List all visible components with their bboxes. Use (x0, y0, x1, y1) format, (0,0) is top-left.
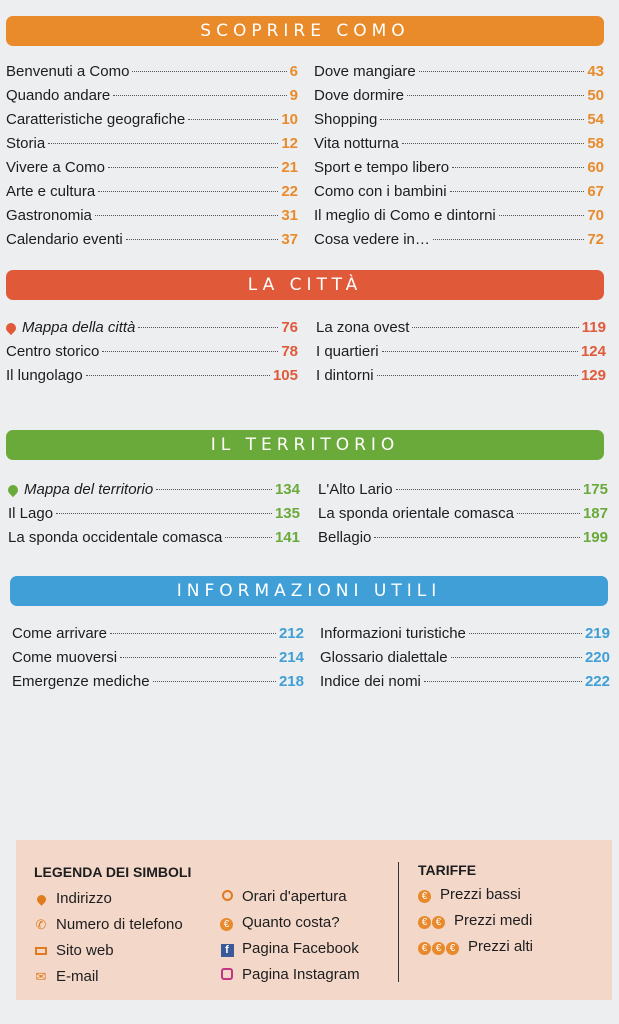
toc-entry[interactable]: Benvenuti a Como 6 (6, 63, 298, 80)
clock-icon (220, 890, 234, 904)
legend-address: Indirizzo (34, 890, 112, 907)
toc-entry[interactable]: Il lungolago 105 (6, 367, 298, 384)
legend-website: Sito web (34, 942, 114, 959)
tariffe-medium: € € Prezzi medi (418, 912, 532, 929)
section-banner-citta: LA CITTÀ (6, 270, 604, 300)
envelope-icon: ✉ (35, 968, 47, 984)
euro-icon: € (418, 886, 432, 903)
section-banner-informazioni: INFORMAZIONI UTILI (10, 576, 608, 606)
toc-right-column (320, 622, 610, 694)
toc-entry[interactable]: I quartieri 124 (316, 343, 606, 360)
toc-left-column (6, 316, 298, 388)
section-banner-scoprire: SCOPRIRE COMO (6, 16, 604, 46)
toc-entry[interactable]: La sponda occidentale comasca 141 (8, 529, 300, 546)
toc-entry[interactable]: Como con i bambini 67 (314, 183, 604, 200)
toc-entry[interactable]: Bellagio 199 (318, 529, 608, 546)
toc-entry[interactable]: Dove dormire 50 (314, 87, 604, 104)
instagram-icon (220, 968, 234, 982)
section-banner-territorio: IL TERRITORIO (6, 430, 604, 460)
toc-right-column (314, 60, 604, 252)
legend-divider (398, 862, 399, 982)
toc-entry[interactable]: Il meglio di Como e dintorni 70 (314, 207, 604, 224)
toc-entry[interactable]: Vivere a Como 21 (6, 159, 298, 176)
euro-icon: € € € (418, 938, 460, 955)
toc-entry[interactable]: La zona ovest 119 (316, 319, 606, 336)
toc-entry[interactable]: Cosa vedere in… 72 (314, 231, 604, 248)
toc-entry[interactable]: Come muoversi 214 (12, 649, 304, 666)
toc-entry[interactable]: Mappa della città 76 (6, 316, 298, 340)
toc-entry[interactable]: Storia 12 (6, 135, 298, 152)
tariffe-low: € Prezzi bassi (418, 886, 521, 903)
toc-entry[interactable]: La sponda orientale comasca 187 (318, 505, 608, 522)
phone-icon: ✆ (35, 916, 47, 932)
legend-title: LEGENDA DEI SIMBOLI (34, 864, 192, 880)
toc-entry[interactable]: Glossario dialettale 220 (320, 649, 610, 666)
toc-entry[interactable]: L'Alto Lario 175 (318, 481, 608, 498)
toc-section-territorio (0, 478, 619, 558)
toc-right-column (318, 478, 608, 550)
toc-entry[interactable]: Il Lago 135 (8, 505, 300, 522)
toc-section-citta (0, 316, 619, 396)
legend-instagram: Pagina Instagram (220, 966, 360, 983)
euro-icon: € (220, 916, 234, 930)
legend-cost: € Quanto costa? (220, 914, 340, 931)
toc-entry[interactable]: Sport e tempo libero 60 (314, 159, 604, 176)
facebook-icon: f (220, 942, 234, 956)
tariffe-high: € € € Prezzi alti (418, 938, 533, 955)
toc-entry[interactable]: Informazioni turistiche 219 (320, 625, 610, 642)
toc-entry[interactable]: Dove mangiare 43 (314, 63, 604, 80)
toc-entry[interactable]: Shopping 54 (314, 111, 604, 128)
map-pin-icon (6, 483, 20, 497)
toc-entry[interactable]: Vita notturna 58 (314, 135, 604, 152)
legend-phone: ✆ Numero di telefono (35, 916, 183, 933)
map-pin-icon (34, 892, 48, 906)
toc-entry[interactable]: Arte e cultura 22 (6, 183, 298, 200)
computer-icon (34, 944, 48, 958)
toc-left-column (6, 60, 298, 252)
toc-entry[interactable]: Quando andare 9 (6, 87, 298, 104)
toc-entry[interactable]: Indice dei nomi 222 (320, 673, 610, 690)
toc-entry[interactable]: Mappa del territorio 134 (8, 478, 300, 502)
legend-facebook: f Pagina Facebook (220, 940, 359, 957)
toc-entry[interactable]: Caratteristiche geografiche 10 (6, 111, 298, 128)
map-pin-icon (4, 321, 18, 335)
toc-entry[interactable]: Gastronomia 31 (6, 207, 298, 224)
legend-hours: Orari d'apertura (220, 888, 347, 905)
toc-section-informazioni (0, 622, 619, 702)
legend-email: ✉ E-mail (35, 968, 99, 985)
toc-entry[interactable]: Centro storico 78 (6, 343, 298, 360)
toc-entry[interactable]: Come arrivare 212 (12, 625, 304, 642)
toc-entry[interactable]: Calendario eventi 37 (6, 231, 298, 248)
toc-right-column (316, 316, 606, 388)
tariffe-title: TARIFFE (418, 862, 477, 878)
euro-icon: € € (418, 912, 446, 929)
toc-section-scoprire (0, 60, 619, 256)
toc-left-column (8, 478, 300, 550)
toc-entry[interactable]: Emergenze mediche 218 (12, 673, 304, 690)
toc-entry[interactable]: I dintorni 129 (316, 367, 606, 384)
toc-left-column (12, 622, 304, 694)
